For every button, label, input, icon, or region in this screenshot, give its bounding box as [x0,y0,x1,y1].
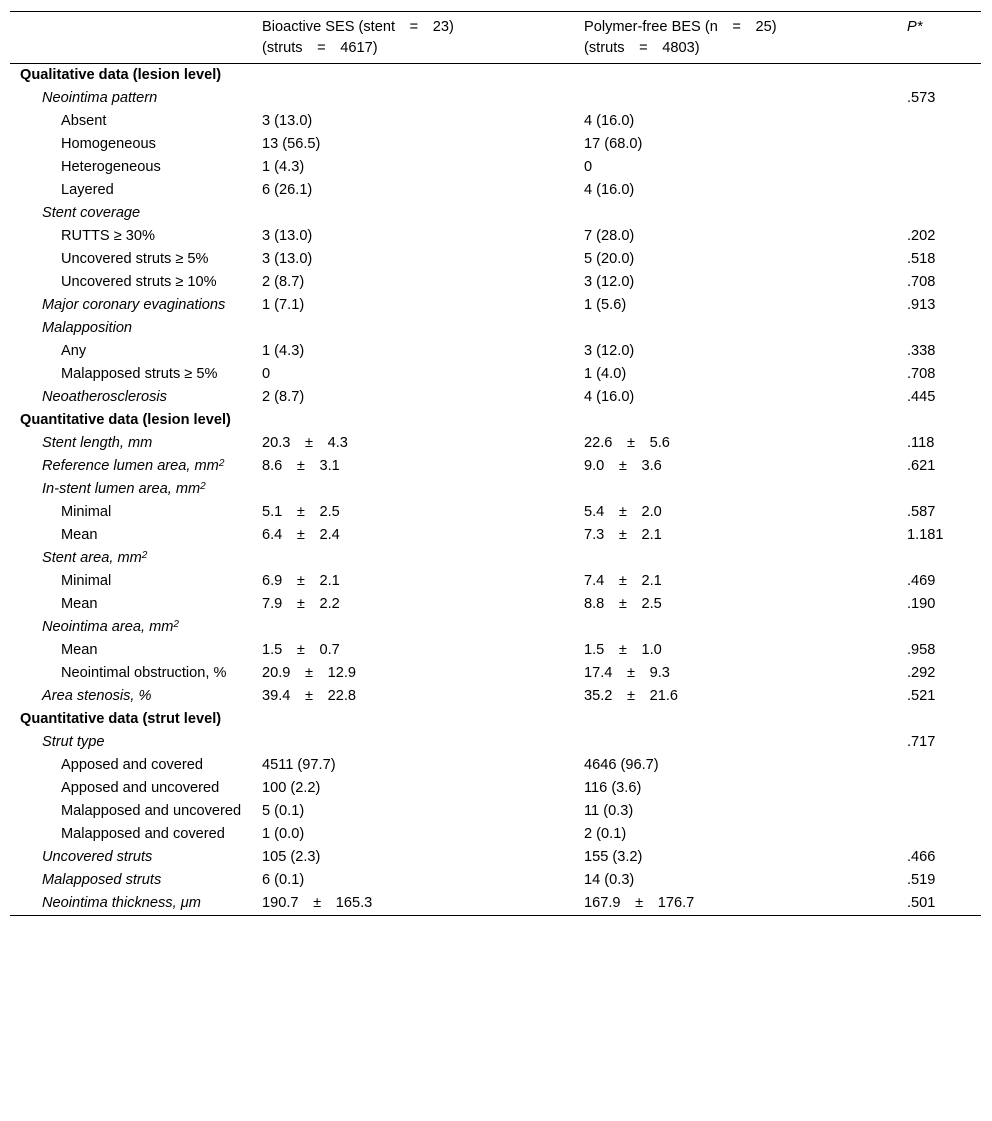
row-label-cell [10,547,260,570]
unit-superscript: 2 [141,550,148,561]
bioactive-ses-value: 100 (2.2) [262,780,321,796]
row-label: Apposed and covered [61,757,203,773]
table-header [10,12,981,64]
row-label-cell [10,110,260,133]
table-row [10,524,981,547]
table-row [10,87,981,110]
polymer-free-bes-value [582,317,905,340]
p-value [905,409,981,432]
polymer-free-bes-value: 5 (20.0) [584,251,635,267]
row-label-cell [10,87,260,110]
bioactive-ses-value: 20.9 ± 12.9 [262,665,357,681]
polymer-free-bes-value: 35.2 ± 21.6 [584,688,679,704]
row-label: Malapposition [42,320,133,336]
bioactive-ses-value: 6.9 ± 2.1 [262,573,340,589]
row-label-cell [10,64,260,88]
polymer-free-bes-value: 7.4 ± 2.1 [584,573,662,589]
bioactive-ses-value: 105 (2.3) [262,849,321,865]
row-label: Neoatherosclerosis [42,389,167,405]
p-value: .518 [907,251,936,267]
row-label: Neointima thickness, μm [42,895,201,911]
polymer-free-bes-value: 3 (12.0) [584,343,635,359]
table-body [10,64,981,916]
bioactive-ses-value: 4511 (97.7) [262,757,336,773]
row-label-cell [10,639,260,662]
p-value: .190 [907,596,936,612]
table-row [10,731,981,754]
bioactive-ses-value: 1 (4.3) [262,159,305,175]
row-label: Heterogeneous [61,159,161,175]
p-value [905,64,981,88]
polymer-free-bes-value: 167.9 ± 176.7 [584,895,695,911]
row-label-cell [10,294,260,317]
p-value [905,317,981,340]
row-label: Uncovered struts ≥ 10% [61,274,217,290]
p-value [905,800,981,823]
row-label: RUTTS ≥ 30% [61,228,155,244]
table-row [10,248,981,271]
table-row [10,800,981,823]
polymer-free-bes-value: 7 (28.0) [584,228,635,244]
polymer-free-bes-value [582,731,905,754]
row-label-cell [10,455,260,478]
bioactive-ses-value: 1 (0.0) [262,826,305,842]
row-label: Qualitative data (lesion level) [20,67,222,83]
table-row [10,846,981,869]
row-label: Malapposed struts [42,872,162,888]
polymer-free-bes-value: 17.4 ± 9.3 [584,665,670,681]
bioactive-ses-value: 20.3 ± 4.3 [262,435,348,451]
table-row [10,892,981,916]
row-label: Mean [61,642,98,658]
table-row [10,156,981,179]
table-row [10,386,981,409]
row-label: Absent [61,113,107,129]
p-value [905,179,981,202]
polymer-free-bes-value: 4 (16.0) [584,182,635,198]
unit-superscript: 2 [200,481,206,492]
bioactive-ses-value [260,478,582,501]
row-label-cell [10,363,260,386]
table-row [10,501,981,524]
row-label: Stent area, mm [42,550,142,566]
polymer-free-bes-value: 0 [584,159,593,175]
p-value [905,133,981,156]
row-label-cell [10,271,260,294]
p-value: .469 [907,573,936,589]
row-label: Mean [61,596,98,612]
bioactive-ses-value: 6 (0.1) [262,872,305,888]
polymer-free-bes-value [582,616,905,639]
bioactive-ses-value [260,317,582,340]
bioactive-ses-value: 5 (0.1) [262,803,305,819]
bioactive-ses-value [260,409,582,432]
table-row [10,823,981,846]
table-row [10,639,981,662]
row-label: Major coronary evaginations [42,297,226,313]
row-label-cell [10,754,260,777]
table-row [10,110,981,133]
header-empty-cell [10,12,260,64]
row-label: Layered [61,182,114,198]
row-label-cell [10,800,260,823]
row-label-cell [10,248,260,271]
polymer-free-bes-value: 4 (16.0) [584,389,635,405]
row-label-cell [10,731,260,754]
row-label-cell [10,225,260,248]
row-label-cell [10,708,260,731]
p-value: .958 [907,642,936,658]
table-row [10,754,981,777]
polymer-free-bes-value [582,409,905,432]
polymer-free-bes-value [582,708,905,731]
polymer-free-bes-value: 3 (12.0) [584,274,635,290]
polymer-free-bes-value [582,202,905,225]
p-value: .118 [907,435,935,451]
polymer-free-bes-value: 17 (68.0) [584,136,643,152]
row-label-cell [10,685,260,708]
table-row [10,363,981,386]
table-row [10,662,981,685]
polymer-free-bes-value: 5.4 ± 2.0 [584,504,662,520]
table-row [10,455,981,478]
p-value [905,478,981,501]
row-label-cell [10,823,260,846]
polymer-free-bes-value: 1.5 ± 1.0 [584,642,662,658]
row-label: Apposed and uncovered [61,780,220,796]
bioactive-ses-value [260,87,582,110]
table-row [10,294,981,317]
polymer-free-bes-value: 8.8 ± 2.5 [584,596,662,612]
row-label: Malapposed struts ≥ 5% [61,366,218,382]
bioactive-ses-value: 1 (4.3) [262,343,305,359]
table-row [10,340,981,363]
row-label-cell [10,478,260,501]
p-value: .338 [907,343,936,359]
table-row [10,478,981,501]
p-value: .621 [907,458,936,474]
section-row [10,409,981,432]
p-value [905,156,981,179]
row-label-cell [10,432,260,455]
p-value [905,110,981,133]
bioactive-ses-value: 1 (7.1) [262,297,305,313]
p-value: .466 [907,849,936,865]
row-label-cell [10,501,260,524]
table-row [10,616,981,639]
row-label: Neointima pattern [42,90,158,106]
table-row [10,685,981,708]
polymer-free-bes-value [582,547,905,570]
row-label-cell [10,409,260,432]
section-row [10,708,981,731]
p-value: .202 [907,228,936,244]
row-label-cell [10,570,260,593]
row-label: Quantitative data (strut level) [20,711,222,727]
polymer-free-bes-value: 2 (0.1) [584,826,627,842]
header-bioactive-ses-line1: Bioactive SES (stent = 23) [262,19,454,35]
row-label: Malapposed and covered [61,826,225,842]
p-value: .292 [907,665,936,681]
bioactive-ses-value: 0 [262,366,271,382]
p-value: .519 [907,872,936,888]
row-label-cell [10,662,260,685]
polymer-free-bes-value: 4646 (96.7) [584,757,659,773]
table-row [10,570,981,593]
polymer-free-bes-value: 4 (16.0) [584,113,635,129]
polymer-free-bes-value [582,478,905,501]
table-row [10,202,981,225]
header-polymer-free-bes-line1: Polymer-free BES (n = 25) [584,19,777,35]
row-label: Quantitative data (lesion level) [20,412,231,428]
polymer-free-bes-value [582,64,905,88]
p-value [905,616,981,639]
bioactive-ses-value [260,547,582,570]
p-value: .708 [907,366,936,382]
bioactive-ses-value: 1.5 ± 0.7 [262,642,340,658]
bioactive-ses-value [260,616,582,639]
row-label: Homogeneous [61,136,156,152]
p-value [905,754,981,777]
bioactive-ses-value: 39.4 ± 22.8 [262,688,357,704]
polymer-free-bes-value: 9.0 ± 3.6 [584,458,662,474]
bioactive-ses-value: 2 (8.7) [262,274,305,290]
row-label: Mean [61,527,98,543]
table-row [10,271,981,294]
bioactive-ses-value: 5.1 ± 2.5 [262,504,340,520]
row-label-cell [10,340,260,363]
polymer-free-bes-value: 14 (0.3) [584,872,635,888]
header-p-value [905,12,981,64]
row-label: Minimal [61,573,112,589]
table-row [10,869,981,892]
bioactive-ses-value [260,708,582,731]
p-value: .445 [907,389,936,405]
row-label: Malapposed and uncovered [61,803,242,819]
polymer-free-bes-value [582,87,905,110]
row-label-cell [10,892,260,916]
table-row [10,179,981,202]
header-bioactive-ses [260,12,582,64]
p-value: .501 [907,895,936,911]
table-row [10,133,981,156]
p-value [905,777,981,800]
header-polymer-free-bes [582,12,905,64]
p-value: .708 [907,274,936,290]
table-row [10,432,981,455]
polymer-free-bes-value: 11 (0.3) [584,803,634,819]
unit-superscript: 2 [218,458,225,469]
row-label: Neointimal obstruction, % [61,665,227,681]
table-row [10,777,981,800]
bioactive-ses-value: 6.4 ± 2.4 [262,527,340,543]
row-label-cell [10,869,260,892]
row-label-cell [10,156,260,179]
bioactive-ses-value [260,64,582,88]
bioactive-ses-value: 3 (13.0) [262,113,313,129]
results-table [10,11,981,916]
unit-superscript: 2 [173,619,179,630]
polymer-free-bes-value: 1 (4.0) [584,366,627,382]
bioactive-ses-value: 3 (13.0) [262,251,313,267]
row-label: Stent length, mm [42,435,153,451]
polymer-free-bes-value: 1 (5.6) [584,297,627,313]
row-label-cell [10,524,260,547]
p-value [905,547,981,570]
row-label: In-stent lumen area, mm [42,481,201,497]
row-label-cell [10,202,260,225]
bioactive-ses-value: 2 (8.7) [262,389,305,405]
p-value: .521 [907,688,936,704]
p-value [905,708,981,731]
p-value: .717 [907,734,936,750]
p-value [905,202,981,225]
header-bioactive-ses-line2: (struts = 4617) [262,40,378,56]
polymer-free-bes-value: 7.3 ± 2.1 [584,527,662,543]
row-label: Stent coverage [42,205,141,221]
p-value: .573 [907,90,936,106]
bioactive-ses-value: 7.9 ± 2.2 [262,596,340,612]
header-p-value-label: P* [907,19,923,35]
row-label-cell [10,846,260,869]
row-label-cell [10,777,260,800]
row-label-cell [10,616,260,639]
row-label: Uncovered struts [42,849,153,865]
row-label: Any [61,343,87,359]
row-label: Neointima area, mm [42,619,174,635]
polymer-free-bes-value: 116 (3.6) [584,780,642,796]
bioactive-ses-value: 190.7 ± 165.3 [262,895,373,911]
row-label-cell [10,593,260,616]
table-row [10,547,981,570]
bioactive-ses-value: 3 (13.0) [262,228,313,244]
p-value: .913 [907,297,936,313]
row-label-cell [10,133,260,156]
table-row [10,317,981,340]
row-label: Minimal [61,504,112,520]
bioactive-ses-value: 8.6 ± 3.1 [262,458,340,474]
bioactive-ses-value: 13 (56.5) [262,136,321,152]
row-label-cell [10,386,260,409]
polymer-free-bes-value: 22.6 ± 5.6 [584,435,670,451]
row-label: Uncovered struts ≥ 5% [61,251,209,267]
p-value: 1.181 [907,527,944,543]
bioactive-ses-value [260,731,582,754]
header-polymer-free-bes-line2: (struts = 4803) [584,40,700,56]
bioactive-ses-value: 6 (26.1) [262,182,313,198]
row-label-cell [10,179,260,202]
table-row [10,225,981,248]
row-label: Area stenosis, % [42,688,152,704]
table-row [10,593,981,616]
bioactive-ses-value [260,202,582,225]
polymer-free-bes-value: 155 (3.2) [584,849,643,865]
row-label: Strut type [42,734,105,750]
section-row [10,64,981,88]
p-value [905,823,981,846]
row-label-cell [10,317,260,340]
header-row [10,12,981,64]
p-value: .587 [907,504,936,520]
table-container [10,11,981,916]
row-label: Reference lumen area, mm [42,458,219,474]
